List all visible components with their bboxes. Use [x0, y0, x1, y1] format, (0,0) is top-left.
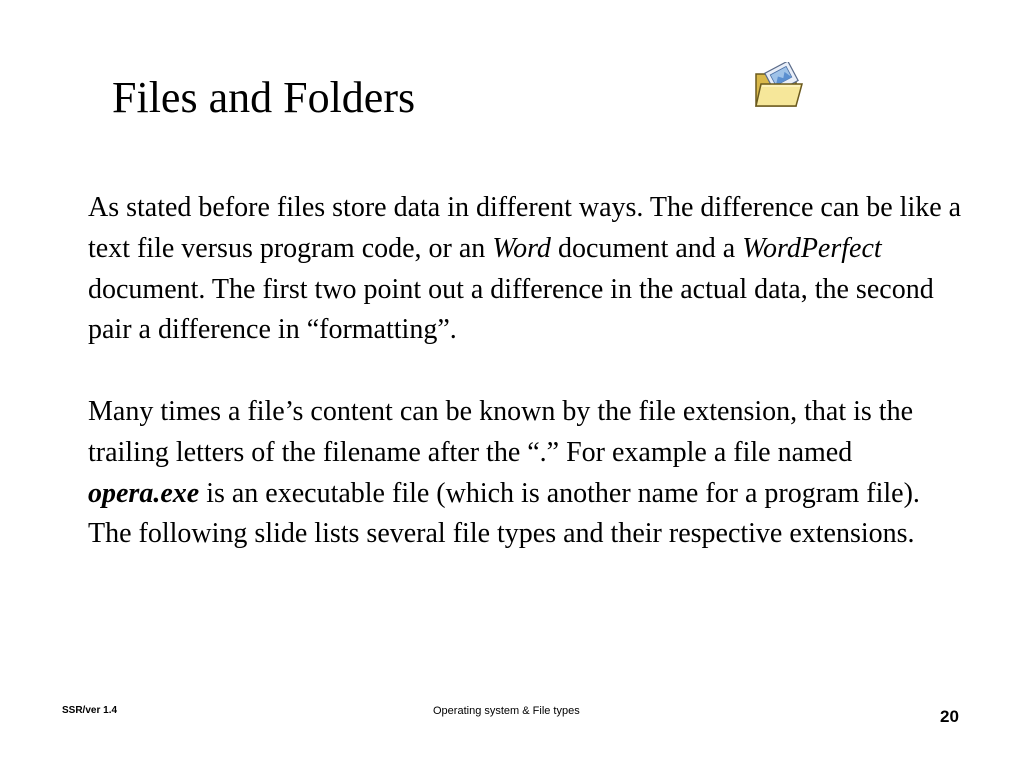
paragraph-file-extensions: [88, 392, 968, 555]
footer-version: SSR/ver 1.4: [62, 705, 118, 716]
paragraph-text: Many times a file’s content can be known by the file extension, that is the trailing letters of the filename after the “.” For example a file named: [88, 395, 914, 468]
paragraph-file-differences: [88, 188, 968, 351]
word-product-name: Word: [492, 232, 551, 264]
paragraph-text: is an executable file (which is another name for a program file). The following slide lists several file types and their respective extensions.: [88, 477, 920, 550]
paragraph-text: As stated before files store data in different ways. The difference can be like a text file versus program code, or an: [88, 192, 962, 264]
slide-body: [88, 188, 968, 555]
footer-topic: Operating system & File types: [433, 705, 580, 717]
folder-icon: [752, 62, 808, 112]
wordperfect-product-name: WordPerfect: [742, 232, 882, 264]
paragraph-text: document and a: [550, 232, 743, 264]
paragraph-text: document. The first two point out a difference in the actual data, the second pair a difference in “formatting”.: [88, 273, 934, 346]
page-number: 20: [940, 707, 959, 726]
slide-title: Files and Folders: [112, 73, 416, 122]
example-filename: opera.exe: [88, 477, 200, 509]
